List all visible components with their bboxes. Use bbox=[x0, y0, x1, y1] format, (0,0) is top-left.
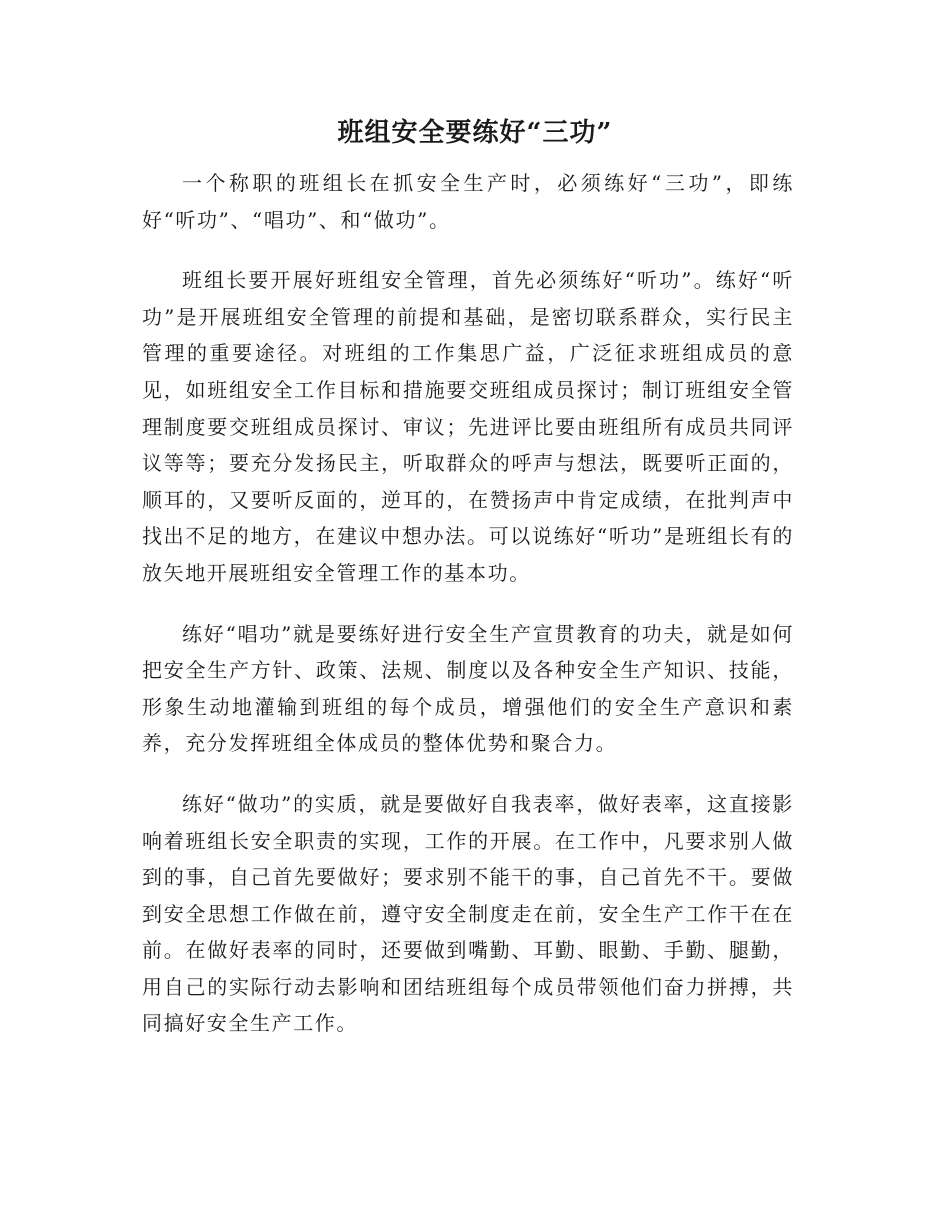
paragraph-doing: 练好“做功”的实质，就是要做好自我表率，做好表率，这直接影响着班组长安全职责的实现，工作的开展。在工作中，凡要求别人做到的事，自己首先要做好；要求别不能干的事，自己首先不干。要做到安全思想工作做在前，遵守安全制度走在前，安全生产工作干在在前。在做好表率的同时，还要做到嘴勤、耳勤、眼勤、手勤、腿勤，用自己的实际行动去影响和团结班组每个成员带领他们奋力拼搏，共同搞好安全生产工作。 bbox=[142, 791, 794, 1036]
paragraph-listening: 班组长要开展好班组安全管理，首先必须练好“听功”。练好“听功”是开展班组安全管理的前提和基础，是密切联系群众，实行民主管理的重要途径。对班组的工作集思广益，广泛征求班组成员的意见，如班组安全工作目标和措施要交班组成员探讨；制订班组安全管理制度要交班组成员探讨、审议；先进评比要由班组所有成员共同评议等等；要充分发扬民主，听取群众的呼声与想法，既要听正面的，顺耳的，又要听反面的，逆耳的，在赞扬声中肯定成绩，在批判声中找出不足的地方，在建议中想办法。可以说练好“听功”是班组长有的放矢地开展班组安全管理工作的基本功。 bbox=[142, 268, 794, 585]
document-body bbox=[142, 165, 794, 1066]
paragraph-singing: 练好“唱功”就是要练好进行安全生产宣贯教育的功夫，就是如何把安全生产方针、政策、法规、制度以及各种安全生产知识、技能，形象生动地灌输到班组的每个成员，增强他们的安全生产意识和素养，充分发挥班组全体成员的整体优势和聚合力。 bbox=[142, 621, 794, 756]
paragraph-intro: 一个称职的班组长在抓安全生产时，必须练好“三功”，即练好“听功”、“唱功”、和“做功”。 bbox=[142, 171, 794, 232]
document-title: 班组安全要练好“三功” bbox=[337, 118, 613, 148]
